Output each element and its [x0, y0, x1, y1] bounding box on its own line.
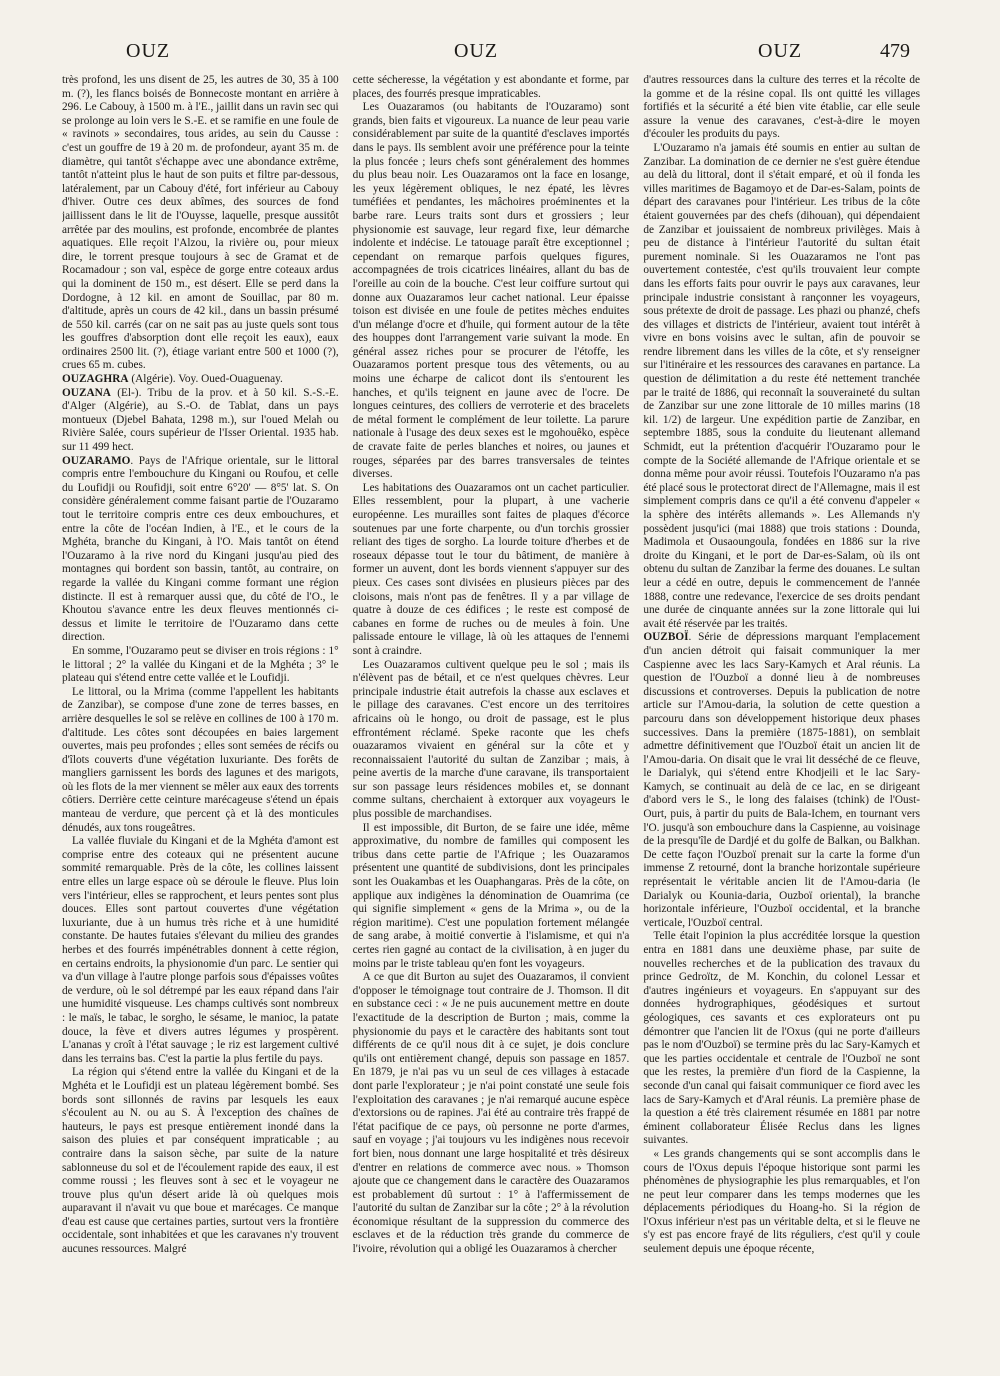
entry-headword: OUZAGHRA: [62, 373, 129, 386]
paragraph: L'Ouzaramo n'a jamais été soumis en entier au sultan de Zanzibar. La domination de ce dernier ne s'est guère étendue au delà du littoral, dont il s'était emparé, et où il fonda les villes maritimes de Bagamoyo et de Dar-es-Salam, points de départ des caravanes pour l'intérieur. Les tribus de la côte étaient gouvernées par des chefs (dihouan), qui dépendaient de Zanzibar et jouissaient de nombreux privilèges. Mais à peu de distance à l'intérieur l'autorité du sultan était purement nominale. Si les Ouazaramos ne l'ont pas ouvertement contestée, c'est qu'ils trouvaient leur compte dans les efforts faits pour ouvrir le pays aux caravanes, leur principale industrie consistant à rançonner les voyageurs, sous prétexte de droit de passage. Les phazi ou phanzé, chefs des villages et districts de l'intérieur, avaient tout intérêt à vivre en bons voisins avec le sultan, afin de pouvoir se rendre librement dans les villes de la côte, et s'y renseigner sur l'itinéraire et les ressources des caravanes en partance. La question de délimitation a du reste été nettement tranchée par le traité de 1886, qui reconnaît la souveraineté du sultan de Zanzibar sur une zone littorale de 10 milles marins (18 kil. 1/2) de largeur. Une expédition partie de Zanzibar, en septembre 1885, sous la conduite du lieutenant allemand Schmidt, eut la prétention d'acquérir l'Ouzaramo pour le compte de la Société allemande de l'Afrique orientale et se donna même pour avoir réussi. Toutefois l'Ouzaramo n'a pas été placé sous le protectorat direct de l'Allemagne, mais il est simplement compris dans ce qu'il a été convenu d'appeler « la sphère des intérêts allemands ». Les Allemands n'y possèdent jusqu'ici (mai 1888) que trois stations : Dounda, Madimola et Ousaoungoula, fondées en 1886 sur la rive droite du Kingani, et le port de Dar-es-Salam, où ils ont obtenu du sultan de Zanzibar la ferme des douanes. Le sultan leur a cédé en outre, depuis le commencement de l'année 1888, contre une redevance, l'exercice de ses droits pendant une durée de cinquante années sur la zone littorale qui lui avait été réservée par les traités.: [643, 141, 921, 630]
paragraph: La vallée fluviale du Kingani et de la Mghéta d'amont est comprise entre des coteaux qui ne présentent aucune sommité remarquable. Près de la côte, les collines laissent entre elles un large espace où se déroule le fleuve. Plus loin vers l'intérieur, elles se rapprochent, et leurs pentes sont plus douces. Elles sont partout couvertes d'une végétation luxuriante, due à un humus très riche et à une humidité constante. De hautes futaies s'élevant du milieu des grandes herbes et des fourrés impénétrables donnent à cette région, en certains endroits, la physionomie d'un parc. Le sentier qui va d'un village à l'autre plonge parfois sous d'épaisses voûtes de verdure, où le sol détrempé par les eaux répand dans l'air une humidité visqueuse. Les champs cultivés sont nombreux : le maïs, le tabac, le sorgho, le sésame, le manioc, la patate douce, la fève et divers autres légumes y prospèrent. L'ananas y croît à l'état sauvage ; le riz est largement cultivé dans les terrains bas. C'est la partie la plus fertile du pays.: [62, 835, 339, 1065]
paragraph: Telle était l'opinion la plus accréditée lorsque la question entra en 1881 dans une deuxième phase, par suite de nouvelles recherches et de la publication des travaux du prince Gedroïtz, de M. Konchin, du colonel Lessar et d'autres ingénieurs et voyageurs. En s'appuyant sur des données hydrographiques, géodésiques et surtout géologiques, ces savants et ces explorateurs ont pu démontrer que l'ancien lit de l'Oxus (qui ne porte d'ailleurs pas le nom d'Ouzboï) se termine près du lac Sary-Kamych et que les parties occidentale et centrale de l'Ouzboï ne sont que les restes, la première d'un fiord de la Caspienne, la seconde d'un canal qui faisait communiquer ce fiord avec les lacs de Sary-Kamych et d'Aral réunis. La première phase de la question a été très clairement résumée en 1881 par notre éminent collaborateur Élisée Reclus dans les lignes suivantes.: [643, 930, 921, 1147]
dictionary-entry: [643, 631, 920, 930]
entry-headword: OUZBOÏ: [643, 631, 689, 644]
continued-paragraph: très profond, les uns disent de 25, les autres de 30, 35 à 100 m. (?), les flancs boisés de Bonnecoste montant en arrière à 296. Le Cabouy, à 1500 m. à l'E., jaillit dans un ravin sec qui se prolonge au loin vers le S.-E. et se ramifie en une foule de « ravinots » secondaires, tous arides, au sein du Causse : c'est un gouffre de 19 à 20 m. de profondeur, ayant 35 m. de diamètre, qui tantôt s'échappe avec une abondance extrême, tantôt n'atteint plus le haut de son puits et filtre par-dessous, latéralement, par un Cabouy d'été, fort inférieur au Cabouy d'hiver. Outre ces deux abîmes, des sources de fond jaillissent dans le lit de l'Ouysse, laquelle, presque aussitôt arrêtée par des moulins, est profonde, encombrée de plantes aquatiques. Elle reçoit l'Alzou, la rivière ou, pour mieux dire, le torrent presque toujours à sec de Gramat et de Rocamadour ; son val, espèce de gorge entre coteaux ardus qui la dominent de 150 m., est désert. Elle se perd dans la Dordogne, à 12 kil. en amont de Souillac, par 80 m. d'altitude, après un cours de 42 kil., dans un bassin présumé de 550 kil. carrés (car on ne sait pas au juste quels sont tous les gouffres d'absorption dont elle reçoit les eaux), eaux ordinaires 2500 lit. (?), étiage variant entre 500 et 1000 (?), crues 65 m. cubes.: [62, 74, 339, 372]
continued-paragraph: d'autres ressources dans la culture des terres et la récolte de la gomme et de la résine copal. Ils ont quitté les villages fortifiés et la sécurité a été bien vite établie, car elle seule assure la venue des caravanes, c'est-à-dire le moyen d'écouler les produits du pays.: [643, 74, 921, 141]
entry-text: . Pays de l'Afrique orientale, sur le littoral compris entre l'embouchure du Kingani ou Roufou, et celle du Loufidji ou Roufidji, soit entre 6°20' — 8°5' lat. S. On considère généralement comme faisant partie de l'Ouzaramo tout le territoire compris entre ces deux embouchures, et entre la côte de l'océan Indien, à l'E., et le cours de la Mghéta, branche du Kingani, à l'O. Mais tantôt on étend l'Ouzaramo à la rive nord du Kingani jusqu'au pied des montagnes qui bordent son bassin, tantôt, au contraire, on regarde la vallée du Kingani comme formant une région distincte. Il est à remarquer aussi que, du côté de l'O., le Khoutou s'avance entre les deux fleuves mentionnés ci-dessus et limite le territoire de l'Ouzaramo dans cette direction.: [62, 454, 339, 644]
text-column-middle: [353, 74, 630, 1354]
paragraph: « Les grands changements qui se sont accomplis dans le cours de l'Oxus depuis l'époque historique sont parmi les phénomènes de physiographie les plus remarquables, et l'on ne peut leur comparer dans les temps modernes que les déplacements périodiques du Hoang-ho. Si la région de l'Oxus inférieur n'est pas un véritable delta, et si le fleuve ne s'y est pas encore frayé de lits réguliers, c'est qu'il y coule seulement depuis une époque récente,: [643, 1147, 921, 1256]
running-header: [0, 40, 1000, 74]
running-head-right: OUZ: [758, 40, 803, 62]
text-columns: [62, 74, 920, 1354]
paragraph: Les habitations des Ouazaramos ont un cachet particulier. Elles ressemblent, pour la plupart, à une vacherie européenne. Les murailles sont faites de plaques d'écorce soutenues par une forte charpente, ou d'un torchis grossier reliant des tiges de sorgho. La lourde toiture d'herbes et de roseaux dépasse tout le tour du bâtiment, de manière à former un auvent, dont les bords viennent s'appuyer sur des pieux. Ces cases sont divisées en plusieurs pièces par des cloisons, mais n'ont pas de fenêtres. Il y a par village de quatre à douze de ces édifices ; le reste est composé de cabanes en forme de ruches ou de meules à foin. Une palissade entoure le village, là où les attaques de l'ennemi sont à craindre.: [352, 481, 630, 657]
entry-text: (Algérie). Voy. Oued-Ouaguenay.: [128, 373, 283, 386]
running-head-left: OUZ: [126, 40, 171, 62]
dictionary-entry: [62, 455, 339, 645]
paragraph: En somme, l'Ouzaramo peut se diviser en trois régions : 1° le littoral ; 2° la vallée du Kingani et de la Mghéta ; 3° le plateau qui s'étend entre cette vallée et le Loufidji.: [62, 644, 339, 685]
dictionary-entry: [62, 373, 339, 387]
continued-paragraph: cette sécheresse, la végétation y est abondante et forme, par places, des fourrés presque impraticables.: [352, 74, 630, 100]
running-head-center: OUZ: [454, 40, 499, 62]
paragraph: Il est impossible, dit Burton, de se faire une idée, même approximative, du nombre de familles qui composent les tribus dans cette partie de l'Afrique ; les Ouazaramos présentent une quantité de subdivisions, dont les principales sont les Ouakambas et les Ouaphangaras. Près de la côte, on applique aux indigènes la dénomination de Ouamrima (ce qui signifie simplement « gens de la Mrima », ou de la région maritime). C'est une population fortement mélangée de sang arabe, à moitié convertie à l'islamisme, et qui n'a certes rien gagné au contact de la civilisation, à en juger du moins par le triste tableau qu'en font les voyageurs.: [352, 821, 630, 970]
paragraph: Les Ouazaramos cultivent quelque peu le sol ; mais ils n'élèvent pas de bétail, et ce n'est quelques chèvres. Leur principale industrie était autrefois la chasse aux esclaves et le pillage des caravanes. C'est encore un des territoires africains où le hongo, ou droit de passage, est le plus effrontément réclamé. Speke raconte que les chefs ouazaramos vivaient en général sur la côte et y reconnaissaient l'autorité du sultan de Zanzibar ; mais, à peine avertis de la marche d'une caravane, ils transportaient sur son passage leurs résidences mobiles et, se donnant comme sultans, cherchaient à extorquer aux voyageurs le plus possible de marchandises.: [352, 658, 630, 821]
entry-headword: OUZARAMO: [62, 454, 131, 467]
paragraph: Les Ouazaramos (ou habitants de l'Ouzaramo) sont grands, bien faits et vigoureux. La nuance de leur peau varie considérablement par suite de la quantité d'esclaves importés dans le pays. Ils semblent avoir une préférence pour la teinte la plus foncée ; leurs chefs sont généralement des hommes du plus beau noir. Les Ouazaramos ont la face en losange, les yeux légèrement obliques, le nez épaté, les lèvres tuméfiées et pendantes, les mâchoires proéminentes et la barbe rare. Leurs traits sont durs et grossiers ; leur physionomie est sauvage, leur regard fixe, leur démarche indolente et indécise. Le tatouage paraît être exceptionnel ; cependant on remarque parfois quelques figures, accompagnées de trois cicatrices linéaires, allant du bas de l'oreille au coin de la bouche. C'est leur coiffure surtout qui donne aux Ouazaramos leur cachet national. Leur épaisse toison est divisée en une foule de petites mèches enduites d'un mélange d'ocre et d'huile, qui forment autour de la tête des houppes dont l'arrangement varie suivant la mode. En général assez riches pour se procurer de l'étoffe, les Ouazaramos portent presque tous des vêtements, ou au moins une écharpe de calicot dont ils s'entourent les hanches, et qu'ils teignent en jaune avec de l'ocre. De longues ceintures, des colliers de verroterie et des bracelets de métal forment le complément de leur toilette. La parure nationale à l'usage des deux sexes est le mgohouêko, espèce de cravate faite de perles blanches et noires, ou jaunes et rouges, séparées par des barres transversales de teintes diverses.: [352, 101, 630, 481]
entry-text: (El-). Tribu de la prov. et à 50 kil. S.-S.-E. d'Alger (Algérie), au S.-O. de Tablat, dans un pays montueux (Djebel Bahata, 1298 m.), sur l'oued Melah ou Rivière Salée, cours supérieur de l'Isser Oriental. 1935 hab. sur 11 499 hect.: [62, 386, 339, 454]
paragraph: Le littoral, ou la Mrima (comme l'appellent les habitants de Zanzibar), se compose d'une zone de terres basses, en arrière desquelles le sol se relève en collines de 100 à 170 m. d'altitude. Les côtes sont découpées en baies largement ouvertes, mais peu profondes ; elles sont semées de récifs ou d'îlots couverts d'une végétation luxuriante. Des forêts de mangliers garnissent les bords des lagunes et des marigots, où les flots de la mer viennent se mêler aux eaux des torrents côtiers. Derrière cette ceinture marécageuse s'étend un épais manteau de verdure, que percent çà et là des monticules dénudés, aux tons rougeâtres.: [62, 685, 339, 834]
entry-headword: OUZANA: [62, 386, 111, 399]
page-number: 479: [880, 40, 910, 62]
paragraph: A ce que dit Burton au sujet des Ouazaramos, il convient d'opposer le témoignage tout contraire de J. Thomson. Il dit en substance ceci : « Je ne puis aucunement mettre en doute l'exactitude de la description de Burton ; mais, comme la physionomie du pays et le caractère des habitants sont tout différents de ce qu'il nous dit à ce sujet, je dois conclure qu'ils ont entièrement changé, depuis son passage en 1857. En 1879, je n'ai pas vu un seul de ces villages à estacade dont parle l'explorateur ; je n'ai point constaté une seule fois l'exploitation des caravanes ; je n'ai remarqué aucune espèce d'extorsions ou de rapines. J'ai été au contraire très frappé de l'état pacifique de ce pays, où personne ne porte d'armes, sauf en voyage ; j'ai toujours vu les indigènes nous recevoir fort bien, nous donnant une large hospitalité et très désireux d'entrer en relations de commerce avec nous. » Thomson ajoute que ce changement dans le caractère des Ouazaramos est probablement dû surtout : 1° à l'affermissement de l'autorité du sultan de Zanzibar sur la côte ; 2° à la révolution économique résultant de la suppression du commerce des esclaves et de la réduction très grande du commerce de l'ivoire, révolution qui a obligé les Ouazaramos à chercher: [352, 971, 630, 1256]
text-column-left: [62, 74, 339, 1354]
text-column-right: [643, 74, 920, 1354]
entry-text: . Série de dépressions marquant l'emplacement d'un ancien détroit qui faisait communiquer la mer Caspienne avec les lacs Sary-Kamych et Aral réunis. La question de l'Ouzboï a donné lieu à de nombreuses discussions et controverses. Depuis la publication de notre article sur l'Amou-daria, la solution de cette question a parcouru dans son développement historique deux phases successives. Dans la première (1875-1881), on semblait admettre définitivement que l'Ouzboï était un ancien lit de l'Amou-daria. On disait que le vrai lit desséché de ce fleuve, le Darialyk, qui s'étend entre Khodjeili et le lac Sary-Kamych, se continuait au delà de ce lac, en se dirigeant d'abord vers le S., le long des falaises (tchink) de l'Oust-Ourt, puis, à partir du puits de Bala-Ichem, en tournant vers l'O. jusqu'à son embouchure dans la Caspienne, au voisinage de la presqu'île de Dardjé et du golfe de Balkan, ou Balkhan. De cette façon l'Ouzboï prenait sur la carte la forme d'un immense Z retourné, dont la branche horizontale supérieure représentait le véritable ancien lit de l'Amou-daria (le Darialyk ou Kounia-daria, Ouzboï oriental), la branche horizontale inférieure, l'Ouzboï occidental, et la branche verticale, l'Ouzboï central.: [643, 631, 921, 929]
paragraph: La région qui s'étend entre la vallée du Kingani et de la Mghéta et le Loufidji est un plateau légèrement bombé. Ses bords sont sillonnés de ravins par lesquels les eaux s'écoulent au N. ou au S. À l'exception des chaînes de hauteurs, le pays est presque entièrement inondé dans la saison des pluies et par conséquent impraticable ; au contraire dans la saison sèche, par suite de la nature sablonneuse du sol et de l'écoulement rapide des eaux, il est comme roussi ; les fleuves sont à sec et le voyageur ne trouve plus qu'un désert aride là où quelques mois auparavant il n'avait vu que boue et marécages. Ce manque d'eau est cause que certaines parties, surtout vers la frontière occidentale, sont inhabitées et que les caravanes n'y trouvent aucunes ressources. Malgré: [62, 1066, 339, 1256]
dictionary-entry: [62, 387, 339, 455]
